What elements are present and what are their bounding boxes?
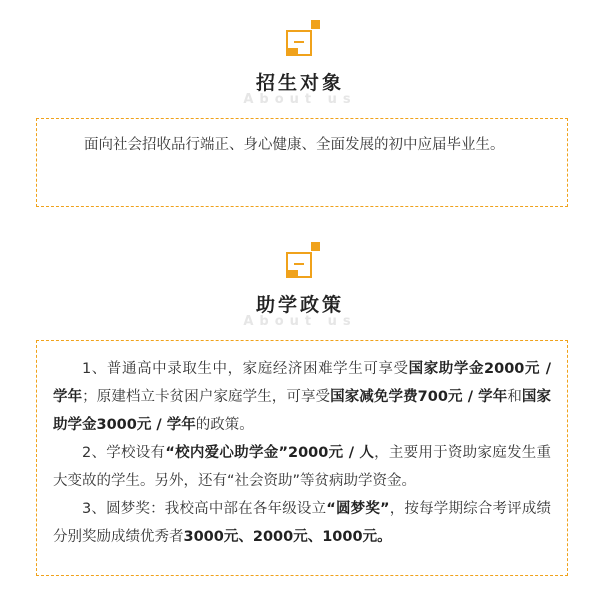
p1-text-a: 1、普通高中录取生中，家庭经济困难学生可享受 (82, 361, 409, 377)
icon-corner (311, 242, 320, 251)
policy-paragraph-1 (53, 355, 551, 439)
p2-text-a: 2、学校设有 (82, 445, 166, 461)
icon-fill (286, 48, 298, 54)
p3-text-a: 3、圆梦奖：我校高中部在各年级设立 (82, 501, 327, 517)
p1-bold-b: 国家助学金2000元 / 学年 (53, 361, 551, 405)
p1-bold-d: 国家减免学费700元 / 学年 (330, 389, 508, 405)
section-title-policy: 助学政策 (255, 294, 344, 316)
p1-text-g: 的政策。 (195, 417, 254, 433)
document-icon (284, 18, 324, 58)
p3-bold-d: 3000元、2000元、1000元。 (183, 529, 392, 545)
icon-line (294, 41, 304, 43)
p3-bold-b: “圆梦奖” (326, 501, 390, 517)
section-subtitle-ghost: About us (243, 92, 357, 107)
p1-bold-f: 国家助学金3000元 / 学年 (53, 389, 552, 433)
icon-fill (286, 270, 298, 276)
p1-text-e: 和 (507, 389, 522, 405)
enrollment-box (36, 118, 568, 207)
icon-line (294, 263, 304, 265)
policy-box (36, 340, 568, 576)
icon-corner (311, 20, 320, 29)
section-title-enrollment: 招生对象 (255, 72, 344, 94)
policy-paragraph-3 (53, 495, 551, 551)
p2-text-c: ，主要用于资助家庭发生重大变故的学生。另外，还有“社会资助”等贫病助学资金。 (53, 445, 552, 489)
p2-bold-b: “校内爱心助学金”2000元 / 人 (165, 445, 375, 461)
section-subtitle-ghost: About us (243, 314, 357, 329)
document-icon (284, 240, 324, 280)
policy-paragraph-2 (53, 439, 551, 495)
enrollment-text: 面向社会招收品行端正、身心健康、全面发展的初中应届毕业生。 (84, 137, 505, 153)
p1-text-c: ；原建档立卡贫困户家庭学生，可享受 (82, 389, 331, 405)
p3-text-c: ，按每学期综合考评成绩分别奖励成绩优秀者 (53, 501, 552, 545)
